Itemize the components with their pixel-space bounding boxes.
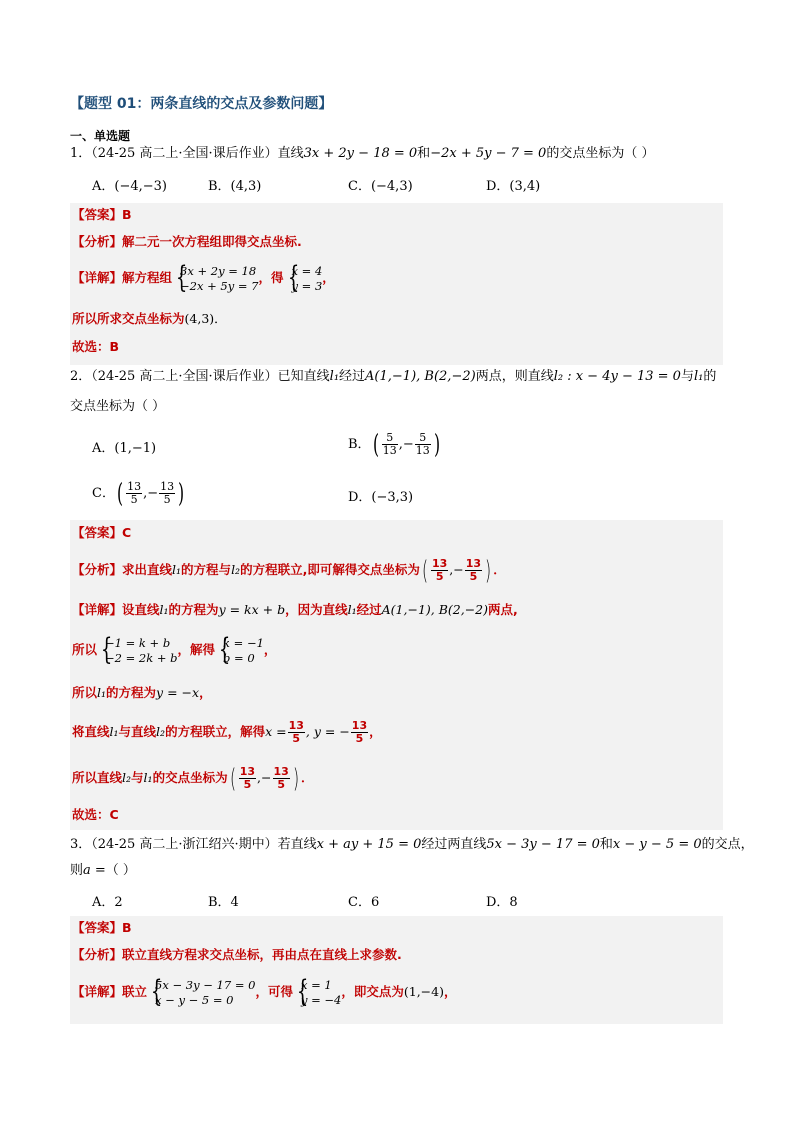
section-heading: 一、单选题 xyxy=(70,129,131,143)
q2-system-2: { k = −1 b = 0 xyxy=(218,631,264,667)
q1-option-d: D．(3,4) xyxy=(486,179,541,194)
question-2-stem: 2．（24-25 高二上·全国·课后作业）已知直线l₁经过A(1,−1), B(2,−2)两点，则直线l₂ : x − 4y − 13 = 0与l₁的 xyxy=(70,369,717,384)
q1-choose: 故选：B xyxy=(72,339,120,354)
q3-option-d: D．8 xyxy=(486,895,518,910)
q3-answer: 【答案】B xyxy=(72,920,132,935)
q2-system-1: { −1 = k + b −2 = 2k + b xyxy=(100,631,178,667)
q1-system-2: { x = 4 y = 3 xyxy=(287,259,323,295)
question-1-stem: 1．（24-25 高二上·全国·课后作业）直线3x + 2y − 18 = 0和−2x + 5y − 7 = 0的交点坐标为（ ） xyxy=(70,146,655,161)
q2-detail-3: 所以l₁的方程为y = −x， xyxy=(72,685,212,700)
q1-option-c: C．(−4,3) xyxy=(348,179,413,194)
q3-option-c: C．6 xyxy=(348,895,380,910)
q3-system-2: { x = 1 y = −4 xyxy=(296,973,342,1009)
q2-option-a: A．(1,−1) xyxy=(92,441,157,456)
q2-choose: 故选：C xyxy=(72,807,119,822)
q1-system-1: { 3x + 2y = 18 −2x + 5y = 7 xyxy=(175,259,259,295)
q3-option-a: A．2 xyxy=(92,895,123,910)
q2-option-b: B．( $\frac{5}{13}$ ,− $\frac{5}{13}$ ) xyxy=(348,429,440,460)
q3-detail: 【详解】联立 { 5x − 3y − 17 = 0 x − y − 5 = 0 ，可得 { x = 1 y = −4 ，即交点为(1,−4)， xyxy=(72,973,457,1009)
question-3-stem: 3．（24-25 高二上·浙江绍兴·期中）若直线x + ay + 15 = 0经过两直线5x − 3y − 17 = 0和x − y − 5 = 0的交点， xyxy=(70,837,754,852)
q1-conclusion: 所以所求交点坐标为(4,3)． xyxy=(72,311,227,326)
q3-option-b: B．4 xyxy=(208,895,239,910)
question-2-stem-line2: 交点坐标为（ ） xyxy=(70,399,166,414)
q3-analysis: 【分析】联立直线方程求交点坐标，再由点在直线上求参数. xyxy=(72,947,402,962)
q2-detail-1: 【详解】设直线l₁的方程为y = kx + b，因为直线l₁经过A(1,−1), B(2,−2)两点, xyxy=(72,602,518,617)
q2-detail-2: 所以 { −1 = k + b −2 = 2k + b ，解得 { k = −1 b = 0 ， xyxy=(72,631,277,667)
q1-answer: 【答案】B xyxy=(72,207,132,222)
q1-detail: 【详解】解方程组 { 3x + 2y = 18 −2x + 5y = 7 ，得 { x = 4 y = 3 ， xyxy=(72,259,335,295)
q1-option-a: A．(−4,−3) xyxy=(92,179,167,194)
q2-option-c: C．( $\frac{13}{5}$ ,− $\frac{13}{5}$ ) xyxy=(92,478,185,509)
q2-detail-5: 所以直线l₂与l₁的交点坐标为( $\frac{13}{5}$ ,− $\frac{13}{5}$ ) ． xyxy=(72,763,314,794)
section-title: 【题型 01：两条直线的交点及参数问题】 xyxy=(70,96,333,112)
q1-option-b: B．(4,3) xyxy=(208,179,262,194)
q2-answer: 【答案】C xyxy=(72,525,132,540)
q3-system-1: { 5x − 3y − 17 = 0 x − y − 5 = 0 xyxy=(150,973,256,1009)
question-3-stem-line2: 则a =（ ） xyxy=(70,863,136,878)
q2-detail-4: 将直线l₁与直线l₂的方程联立，解得x = $\frac{13}{5}$ , y = − $\frac{13}{5}$ ， xyxy=(72,719,382,745)
q2-analysis: 【分析】求出直线l₁的方程与l₂的方程联立,即可解得交点坐标为( $\frac{13}{5}$ ,− $\frac{13}{5}$ ) ． xyxy=(72,555,506,586)
q2-option-d: D．(−3,3) xyxy=(348,490,414,505)
q1-analysis: 【分析】解二元一次方程组即得交点坐标. xyxy=(72,234,302,249)
